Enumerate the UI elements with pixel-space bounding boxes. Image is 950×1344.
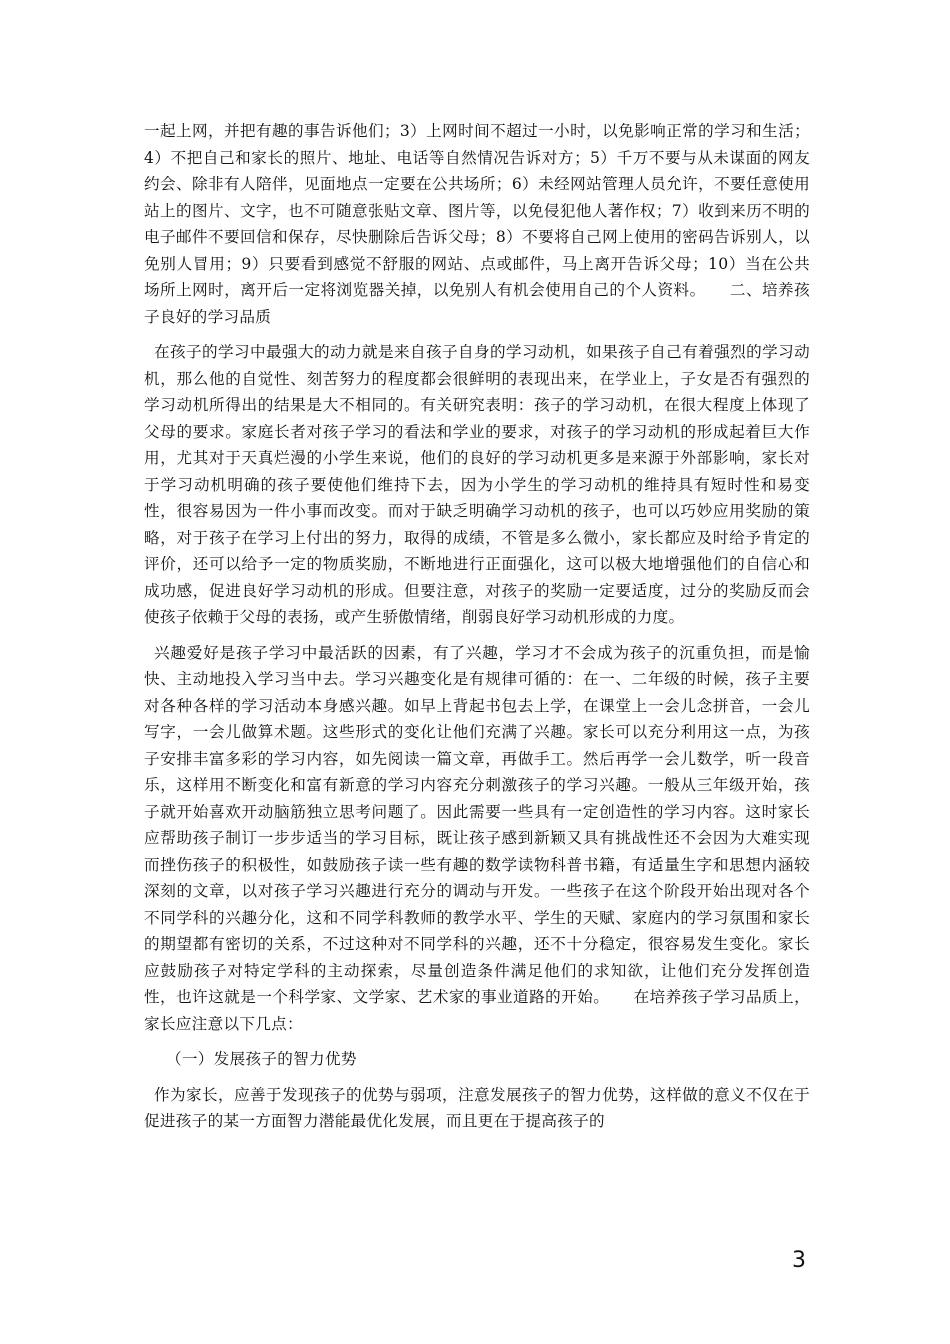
section-heading: （一）发展孩子的智力优势 [166,1050,357,1068]
page-number: 3 [792,1248,806,1273]
paragraph-learning-motivation: 在孩子的学习中最强大的动力就是来自孩子自身的学习动机，如果孩子自己有着强烈的学习动机，那么他的自觉性、刻苦努力的程度都会很鲜明的表现出来，在学业上，子女是否有强烈的学习动机所得出的结果是大不相同的。有关研究表明：孩子的学习动机，在很大程度上体现了父母的要求。家庭长者对孩子学习的看法和学业的要求，对孩子的学习动机的形成起着巨大作用，尤其对于天真烂漫的小学生来说，他们的良好的学习动机更多是来源于外部影响，家长对于学习动机明确的孩子要使他们维持下去，因为小学生的学习动机的维持具有短时性和易变性，很容易因为一件小事而改变。而对于缺乏明确学习动机的孩子，也可以巧妙应用奖励的策略，对于孩子在学习上付出的努力，取得的成绩，不管是多么微小，家长都应及时给予肯定的评价，还可以给予一定的物质奖励，不断地进行正面强化，这可以极大地增强他们的自信心和成功感，促进良好学习动机的形成。但要注意，对孩子的奖励一定要适度，过分的奖励反而会使孩子依赖于父母的表扬，或产生骄傲情绪，削弱良好学习动机形成的力度。 [144,343,810,626]
paragraph-intellectual-advantage: 作为家长，应善于发现孩子的优势与弱项，注意发展孩子的智力优势，这样做的意义不仅在于促进孩子的某一方面智力潜能最优化发展，而且更在于提高孩子的 [144,1085,810,1130]
paragraph-learning-interest: 兴趣爱好是孩子学习中最活跃的因素，有了兴趣，学习才不会成为孩子的沉重负担，而是愉快、主动地投入学习当中去。学习兴趣变化是有规律可循的：在一、二年级的时候，孩子主要对各种各样的学习活动本身感兴趣。如早上背起书包去上学，在课堂上一会儿念拼音，一会儿写字，一会儿做算术题。这些形式的变化让他们充满了兴趣。家长可以充分利用这一点，为孩子安排丰富多彩的学习内容，如先阅读一篇文章，再做手工。然后再学一会儿数学，听一段音乐，这样用不断变化和富有新意的学习内容充分刺激孩子的学习兴趣。一般从三年级开始，孩子就开始喜欢开动脑筋独立思考问题了。因此需要一些具有一定创造性的学习内容。这时家长应帮助孩子制订一步步适当的学习目标，既让孩子感到新颖又具有挑战性还不会因为大难实现而挫伤孩子的积极性，如鼓励孩子读一些有趣的数学读物科普书籍，有适量生字和思想内涵较深刻的文章，以对孩子学习兴趣进行充分的调动与开发。一些孩子在这个阶段开始出现对各个不同学科的兴趣分化，这和不同学科教师的教学水平、学生的天赋、家庭内的学习氛围和家长的期望都有密切的关系，不过这种对不同学科的兴趣，还不十分稳定，很容易发生变化。家长应鼓励孩子对特定学科的主动探索，尽量创造条件满足他们的求知欲，让他们充分发挥创造性，也许这就是一个科学家、文学家、艺术家的事业道路的开始。 在培养孩子学习品质上，家长应注意以下几点： [144,643,810,1033]
document-body [144,118,810,1135]
paragraph-internet-safety-rules: 一起上网，并把有趣的事告诉他们；3）上网时间不超过一小时，以免影响正常的学习和生活；4）不把自己和家长的照片、地址、电话等自然情况告诉对方；5）千万不要与从未谋面的网友约会、除非有人陪伴，见面地点一定要在公共场所；6）未经网站管理人员允许，不要任意使用站上的图片、文字，也不可随意张贴文章、图片等，以免侵犯他人著作权；7）收到来历不明的电子邮件不要回信和保存，尽快删除后告诉父母；8）不要将自己网上使用的密码告诉别人，以免别人冒用；9）只要看到感觉不舒服的网站、点或邮件，马上离开告诉父母；10）当在公共场所上网时，离开后一定将浏览器关掉，以免别人有机会使用自己的个人资料。 二、培养孩子良好的学习品质 [144,122,810,326]
